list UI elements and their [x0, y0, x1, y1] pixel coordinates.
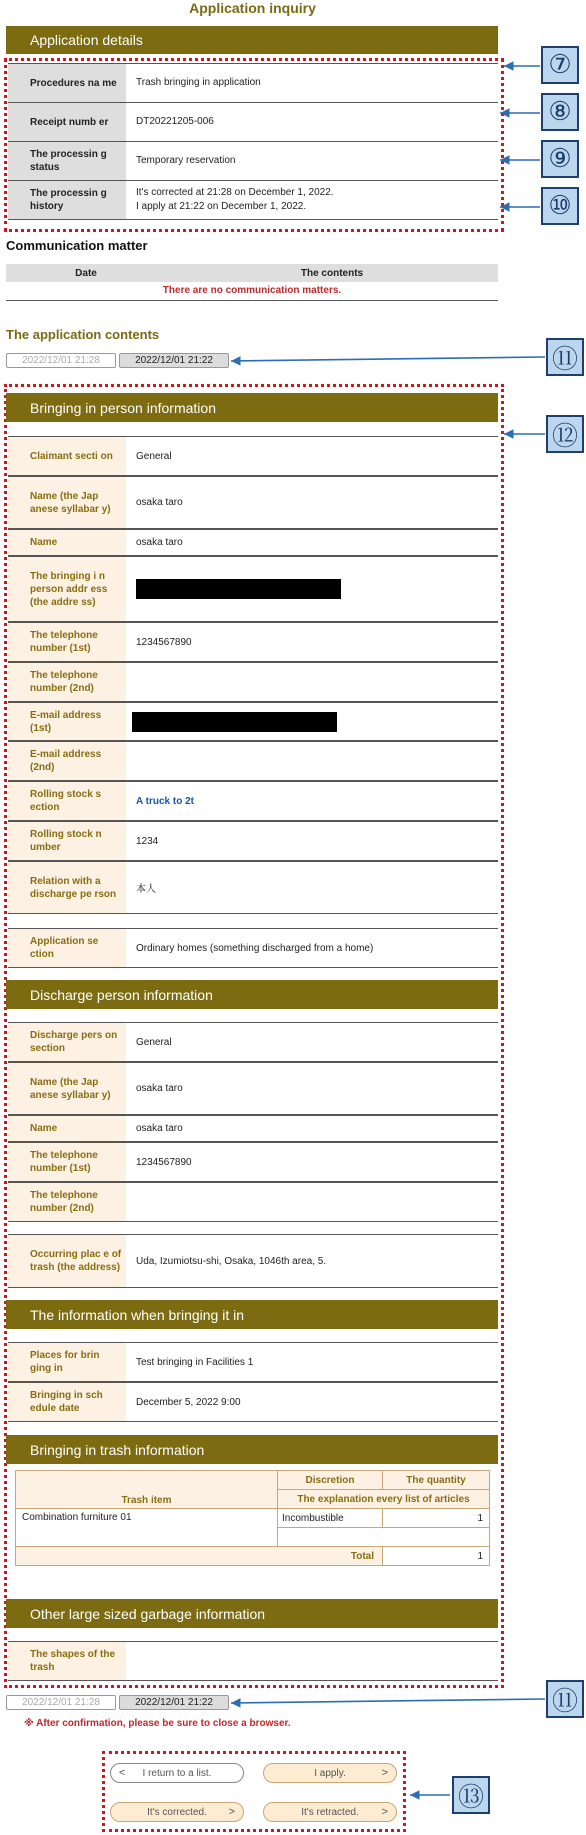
details-label: Procedures na me [8, 64, 126, 103]
field-label: Name [8, 530, 126, 555]
quantity-header: The quantity [383, 1471, 490, 1490]
version-tab-2122-top[interactable]: 2022/12/01 21:22 [119, 353, 229, 368]
version-tab-2128-top[interactable]: 2022/12/01 21:28 [6, 353, 116, 368]
page-title: Application inquiry [189, 0, 316, 16]
communication-contents-header: The contents [166, 264, 498, 282]
trash-item-header: Trash item [16, 1471, 278, 1509]
field-label: E-mail address (1st) [8, 703, 126, 740]
callout-12: ⑫ [546, 415, 584, 453]
trash-item-discretion: Incombustible [278, 1509, 383, 1528]
field-label: Name (the Jap anese syllabar y) [8, 1063, 126, 1114]
chevron-left-icon: < [119, 1767, 126, 1779]
chevron-right-icon: > [381, 1767, 388, 1779]
field-value: General [136, 1036, 172, 1048]
total-label: Total [16, 1547, 383, 1566]
trash-item-quantity: 1 [383, 1509, 490, 1528]
field-value: osaka taro [136, 537, 183, 548]
version-tab-2122-bottom[interactable]: 2022/12/01 21:22 [119, 1695, 229, 1710]
application-contents-title: The application contents [6, 327, 160, 342]
field-label: The telephone number (2nd) [8, 1183, 126, 1221]
large-garbage-header: Other large sized garbage information [6, 1599, 498, 1628]
history-line-2: I apply at 21:22 on December 1, 2022. [136, 201, 307, 212]
field-label: Discharge pers on section [8, 1023, 126, 1061]
field-label: Name [8, 1116, 126, 1141]
field-label: The shapes of the trash [8, 1642, 126, 1680]
corrected-label: It's corrected. [147, 1806, 207, 1818]
bringing-person-header: Bringing in person information [6, 393, 498, 422]
field-label: Occurring plac e of trash (the address) [8, 1235, 126, 1287]
communication-title: Communication matter [6, 238, 148, 253]
field-label: Application se ction [8, 929, 126, 967]
field-label: The telephone number (1st) [8, 623, 126, 661]
callout-10: ⑩ [541, 187, 579, 225]
trash-info-header: Bringing in trash information [6, 1435, 498, 1464]
callout-11-bottom: ⑪ [546, 1680, 584, 1718]
details-label: The processin g history [8, 181, 126, 220]
total-value: 1 [383, 1547, 490, 1566]
field-value: osaka taro [136, 1083, 183, 1094]
return-to-list-label: I return to a list. [142, 1767, 212, 1779]
arrow-11-top [231, 357, 545, 361]
retracted-label: It's retracted. [301, 1806, 359, 1818]
field-value: osaka taro [136, 497, 183, 508]
bringing-info-header: The information when bringing it in [6, 1300, 498, 1329]
communication-date-header: Date [6, 264, 166, 282]
callout-11-top: ⑪ [546, 338, 584, 376]
field-label: Bringing in sch edule date [8, 1383, 126, 1421]
field-value: 1234567890 [136, 636, 192, 648]
chevron-right-icon: > [381, 1806, 388, 1818]
details-value: Temporary reservation [126, 142, 498, 181]
details-value: Trash bringing in application [126, 64, 498, 103]
field-value: General [136, 450, 172, 462]
field-label: Rolling stock n umber [8, 822, 126, 860]
callout-8: ⑧ [541, 93, 579, 131]
rolling-stock-link[interactable]: A truck to 2t [136, 795, 194, 807]
field-label: Claimant secti on [8, 437, 126, 475]
field-value: 1234567890 [136, 1156, 192, 1168]
callout-9: ⑨ [541, 140, 579, 178]
callout-13: ⑬ [452, 1776, 490, 1814]
field-label: E-mail address (2nd) [8, 742, 126, 780]
field-label: Relation with a discharge pe rson [8, 862, 126, 913]
close-browser-notice: ※ After confirmation, please be sure to close a browser. [24, 1718, 291, 1729]
trash-item-name: Combination furniture 01 [16, 1509, 278, 1547]
version-tab-2128-bottom[interactable]: 2022/12/01 21:28 [6, 1695, 116, 1710]
field-value: Uda, Izumiotsu-shi, Osaka, 1046th area, 5. [136, 1255, 327, 1267]
chevron-right-icon: > [228, 1806, 235, 1818]
field-label: The bringing i n person addr ess (the addre ss) [8, 557, 126, 621]
communication-empty-message: There are no communication matters. [162, 285, 342, 297]
field-value: December 5, 2022 9:00 [136, 1396, 241, 1408]
details-label: Receipt numb er [8, 103, 126, 142]
history-line-1: It's corrected at 21:28 on December 1, 2022. [136, 187, 334, 198]
field-label: The telephone number (1st) [8, 1143, 126, 1181]
field-value: Ordinary homes (something discharged from a home) [136, 942, 374, 954]
field-value: 本人 [136, 884, 156, 895]
field-value: osaka taro [136, 1123, 183, 1134]
apply-label: I apply. [314, 1767, 346, 1779]
discretion-header: Discretion [278, 1471, 383, 1490]
explanation-header: The explanation every list of articles [278, 1490, 490, 1509]
field-label: Name (the Jap anese syllabar y) [8, 477, 126, 528]
callout-7: ⑦ [541, 46, 579, 84]
details-header: Application details [6, 26, 498, 54]
details-label: The processin g status [8, 142, 126, 181]
discharge-person-header: Discharge person information [6, 980, 498, 1009]
field-label: The telephone number (2nd) [8, 663, 126, 701]
details-value: DT20221205-006 [126, 103, 498, 142]
field-value: Test bringing in Facilities 1 [136, 1356, 254, 1368]
field-label: Places for brin ging in [8, 1343, 126, 1381]
field-label: Rolling stock s ection [8, 782, 126, 820]
field-value: 1234 [136, 835, 159, 847]
arrow-11-bottom [231, 1699, 545, 1703]
